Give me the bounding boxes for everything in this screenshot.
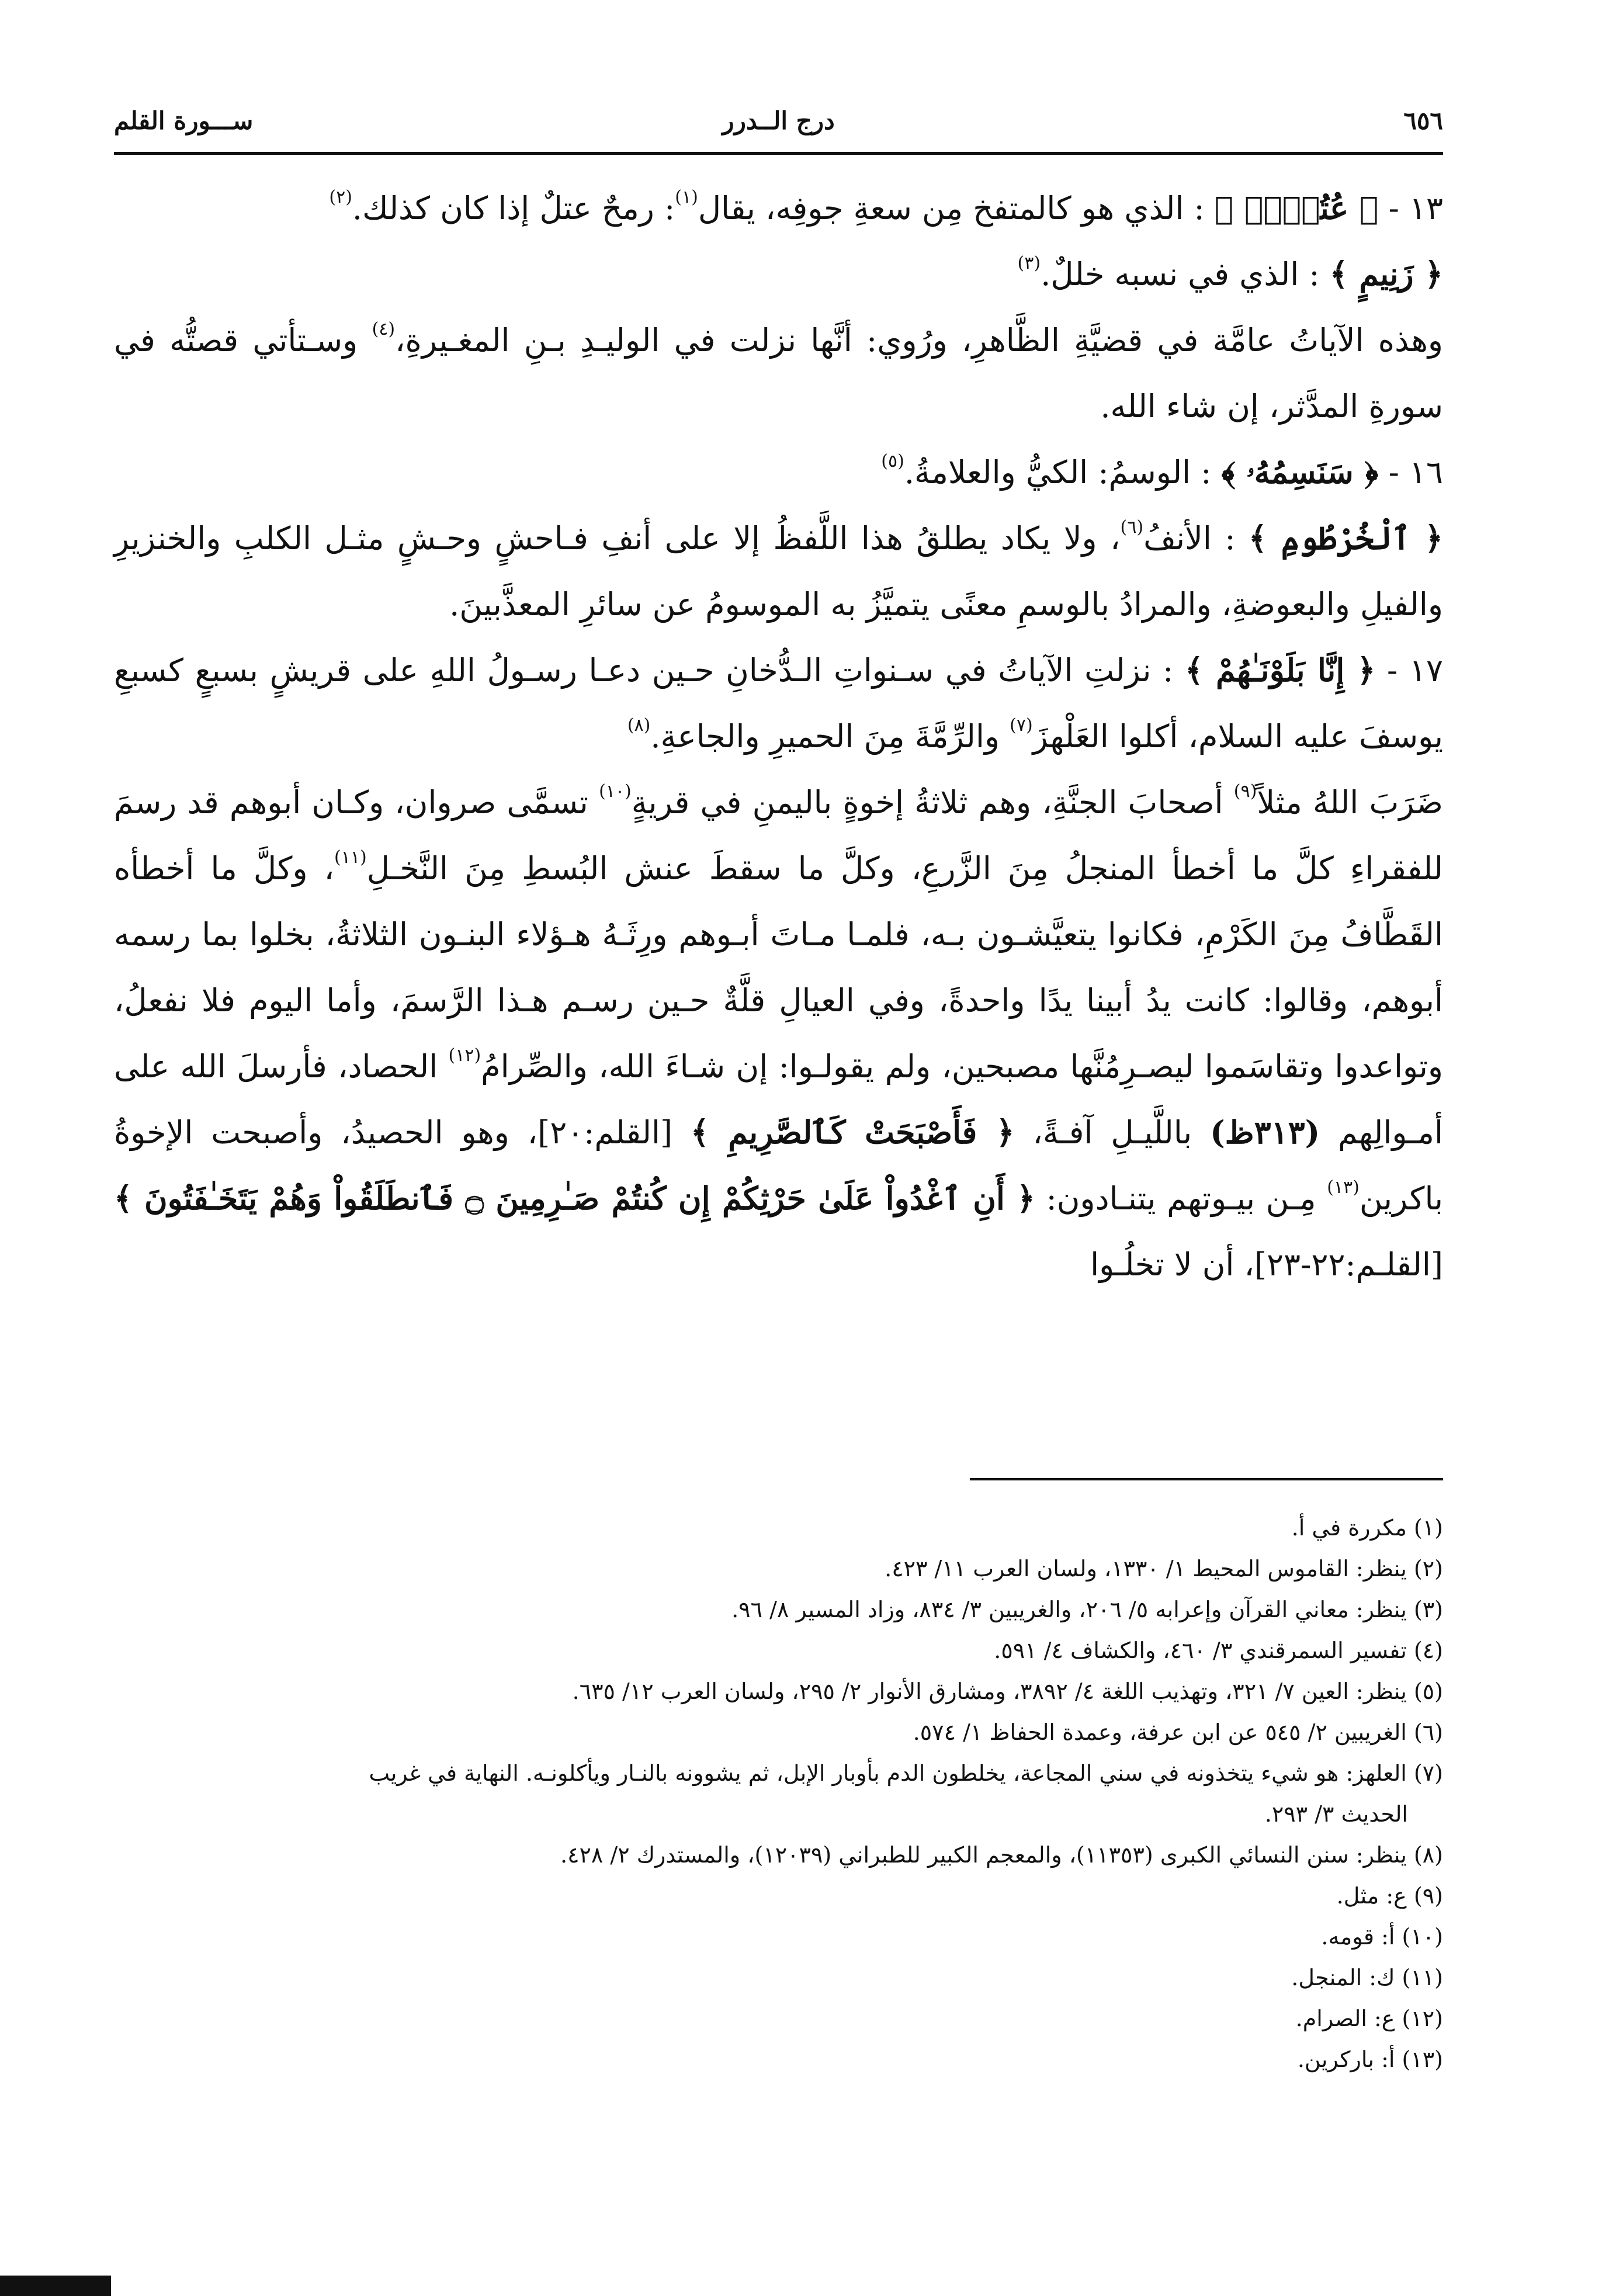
text-segment: [القلـم:٢٢-٢٣]، أن لا تخلُـوا <box>1090 1246 1443 1283</box>
quran-quote: ﴿ إِنَّا بَلَوْنَـٰهُمْ ﴾ <box>1185 651 1376 689</box>
quran-quote: ﴿ سَنَسِمُهُۥ ﴾ <box>1221 453 1379 491</box>
verse-number: ١٣ - <box>1378 190 1443 227</box>
footnote-separator <box>970 1478 1443 1480</box>
footnote: (٣) ينظر: معاني القرآن وإعرابه ٥/ ٢٠٦، والغريبين ٣/ ٨٣٤، وزاد المسير ٨/ ٩٦. <box>731 1597 1443 1622</box>
text-segment: : الذي في نسبه خللٌ. <box>1041 256 1330 293</box>
book-title: درج الــدرر <box>722 106 835 135</box>
text-segment: : رمحٌ عتلٌ إذا كان كذلك. <box>352 190 675 227</box>
footnote-ref: (٦) <box>1120 517 1144 537</box>
text-segment: الحصاد، فأرسلَ الله على أمـوالِهم <box>114 1048 1443 1151</box>
paragraph-khurtum <box>114 505 1443 637</box>
footnotes <box>114 1507 1443 2080</box>
text-segment: ، ولا يكاد يطلقُ هذا اللَّفظُ إلا على أنفِ فـاحشٍ وحـشٍ مثـل الكلبِ والخنزيرِ والفيلِ والبعوضةِ، والمرادُ بالوسمِ معنًى يتميَّزُ به الموسومُ عن سائرِ المعذَّبينَ. <box>114 520 1443 623</box>
footnote-ref: (١١) <box>334 847 367 868</box>
footnote-ref: (١) <box>675 187 698 207</box>
text-segment: ، وكلَّ ما أخطأه القَطَّافُ مِنَ الكَرْمِ، فكانوا يتعيَّشـون بـه، فلمـا مـاتَ أبـوهم ورِثَـهُ هـؤلاء البنـون الثلاثةُ، بخلوا بما رسمه أبوهم، وقالوا: كانت يدُ أبينا يدًا واحدةً، وفي العيالِ قلَّةٌ حـين رسـم هـذا الرَّسمَ، وأما اليوم فلا نفعلُ، وتواعدوا وتقاسَموا ليصـرِمُنَّها مصبحين، ولم يقولـوا: إن شـاءَ الله، والصِّرامُ <box>114 850 1443 1085</box>
text-segment: ضَرَبَ اللهُ مثلاً <box>1257 784 1443 821</box>
footnote-ref: (٩) <box>1233 781 1257 802</box>
manuscript-folio-marker: (٣١٣ظ) <box>1210 1114 1320 1151</box>
footnote: (٩) ع: مثل. <box>1336 1883 1443 1909</box>
quran-quote: ﴿ أَنِ ٱغْدُواْ عَلَىٰ حَرْثِكُمْ إِن كُنتُمْ صَـٰرِمِينَ ۝ فَٱنطَلَقُواْ وَهُمْ يَتَخَـٰفَتُونَ ﴾ <box>114 1180 1035 1217</box>
footnote-ref: (٣) <box>1017 253 1041 273</box>
quran-quote: ﴿ عُتُلِّۭ ﴾ <box>1214 189 1379 227</box>
footnote-continuation: الحديث ٣/ ٢٩٣. <box>1264 1801 1408 1827</box>
footnote: (٨) ينظر: سنن النسائي الكبرى (١١٣٥٣)، والمعجم الكبير للطبراني (١٢٠٣٩)، والمستدرك ٢/ ٤٢٨. <box>560 1842 1443 1868</box>
quran-quote: ﴿ ٱلْخُرْطُومِ ﴾ <box>1249 519 1443 557</box>
footnote-ref: (٥) <box>881 451 904 471</box>
footnote: (١٠) أ: قومه. <box>1321 1924 1443 1950</box>
footnote-ref: (٤) <box>372 319 396 339</box>
verse-number: ١٦ - <box>1378 454 1443 491</box>
paragraph-verse-17 <box>114 637 1443 769</box>
main-text <box>114 175 1443 1298</box>
footnote: (٥) ينظر: العين ٧/ ٣٢١، وتهذيب اللغة ٤/ ٣٨٩٢، ومشارق الأنوار ٢/ ٢٩٥، ولسان العرب ١٢/ ٦٣٥. <box>572 1678 1443 1704</box>
text-segment: باللَّيـلِ آفـةً، <box>1014 1114 1211 1151</box>
paragraph-verse-13 <box>114 175 1443 241</box>
surah-title: ســـورة القلم <box>114 106 254 135</box>
text-segment: : الذي هو كالمتفخ مِن سعةِ جوفِه، يقال <box>698 190 1215 227</box>
text-segment: : الوسمُ: الكيُّ والعلامةُ. <box>904 454 1222 491</box>
footnote: (١١) ك: المنجل. <box>1291 1965 1443 1990</box>
text-segment: تسمَّى صروان، وكـان أبوهم قد رسمَ للفقراءِ كلَّ ما أخطأ المنجلُ مِنَ الزَّرعِ، وكلَّ ما سقطَ عنش البُسطِ مِنَ النَّخـلِ <box>114 784 1443 887</box>
verse-number: ١٧ - <box>1375 652 1443 689</box>
text-segment: [القلم:٢٠]، وهو الحصيدُ، وأصبحت الإخوةُ باكرين <box>114 1114 1443 1217</box>
running-header <box>114 105 1443 155</box>
page-number: ٦٥٦ <box>1403 106 1443 135</box>
scan-edge-mark <box>0 2276 111 2296</box>
paragraph-walid <box>114 307 1443 439</box>
text-segment: : الأنفُ <box>1143 520 1249 557</box>
quran-quote: ﴿ زَنِيمٍ ﴾ <box>1329 255 1443 293</box>
text-segment: مِـن بيـوتهم يتنـادون: <box>1035 1180 1327 1217</box>
quran-quote: ﴿ فَأَصْبَحَتْ كَٱلصَّرِيمِ ﴾ <box>690 1114 1015 1151</box>
footnote: (٤) تفسير السمرقندي ٣/ ٤٦٠، والكشاف ٤/ ٥٩١. <box>994 1638 1443 1663</box>
footnote-ref: (٢) <box>329 187 352 207</box>
text-segment: وهذه الآياتُ عامَّة في قضيَّةِ الظَّاهرِ، ورُوي: أنَّها نزلت في الوليـدِ بـنِ المغـيرةِ، <box>395 322 1443 359</box>
footnote: (١٢) ع: الصرام. <box>1295 2006 1443 2031</box>
text-segment: والرِّمَّةَ مِنَ الحميرِ والجاعةِ. <box>650 718 1010 755</box>
footnote-ref: (٧) <box>1010 715 1033 736</box>
footnote: (١٣) أ: باركرين. <box>1297 2047 1443 2072</box>
footnote-ref: (١٣) <box>1327 1177 1360 1198</box>
footnote: (٦) الغريبين ٢/ ٥٤٥ عن ابن عرفة، وعمدة الحفاظ ١/ ٥٧٤. <box>913 1719 1443 1745</box>
footnote: (٧) العلهز: هو شيء يتخذونه في سني المجاعة، يخلطون الدم بأوبار الإبل، ثم يشوونه بالنـار ويأكلونـه. النهاية في غريب <box>369 1760 1443 1786</box>
paragraph-garden-story <box>114 769 1443 1298</box>
footnote-ref: (٨) <box>627 715 651 736</box>
footnote-ref: (١٢) <box>448 1045 481 1066</box>
text-segment: وسـتأتي قصتُّه في سورةِ المدَّثر، إن شاء الله. <box>114 322 1443 425</box>
footnote: (١) مكررة في أ. <box>1291 1515 1443 1541</box>
paragraph-verse-16 <box>114 439 1443 505</box>
text-segment: أصحابَ الجنَّةِ، وهم ثلاثةُ إخوةٍ باليمنِ في قريةٍ <box>631 784 1234 821</box>
footnote: (٢) ينظر: القاموس المحيط ١/ ١٣٣٠، ولسان العرب ١١/ ٤٢٣. <box>885 1556 1443 1581</box>
footnote-ref: (١٠) <box>599 781 632 802</box>
paragraph-zanim <box>114 241 1443 307</box>
text-segment: : نزلتِ الآياتُ في سـنواتِ الـدُّخانِ حـين دعـا رسـولُ اللهِ على قريشٍ بسبعٍ كسبعِ يوسفَ عليه السلام، أكلوا العَلْهزَ <box>114 652 1443 755</box>
